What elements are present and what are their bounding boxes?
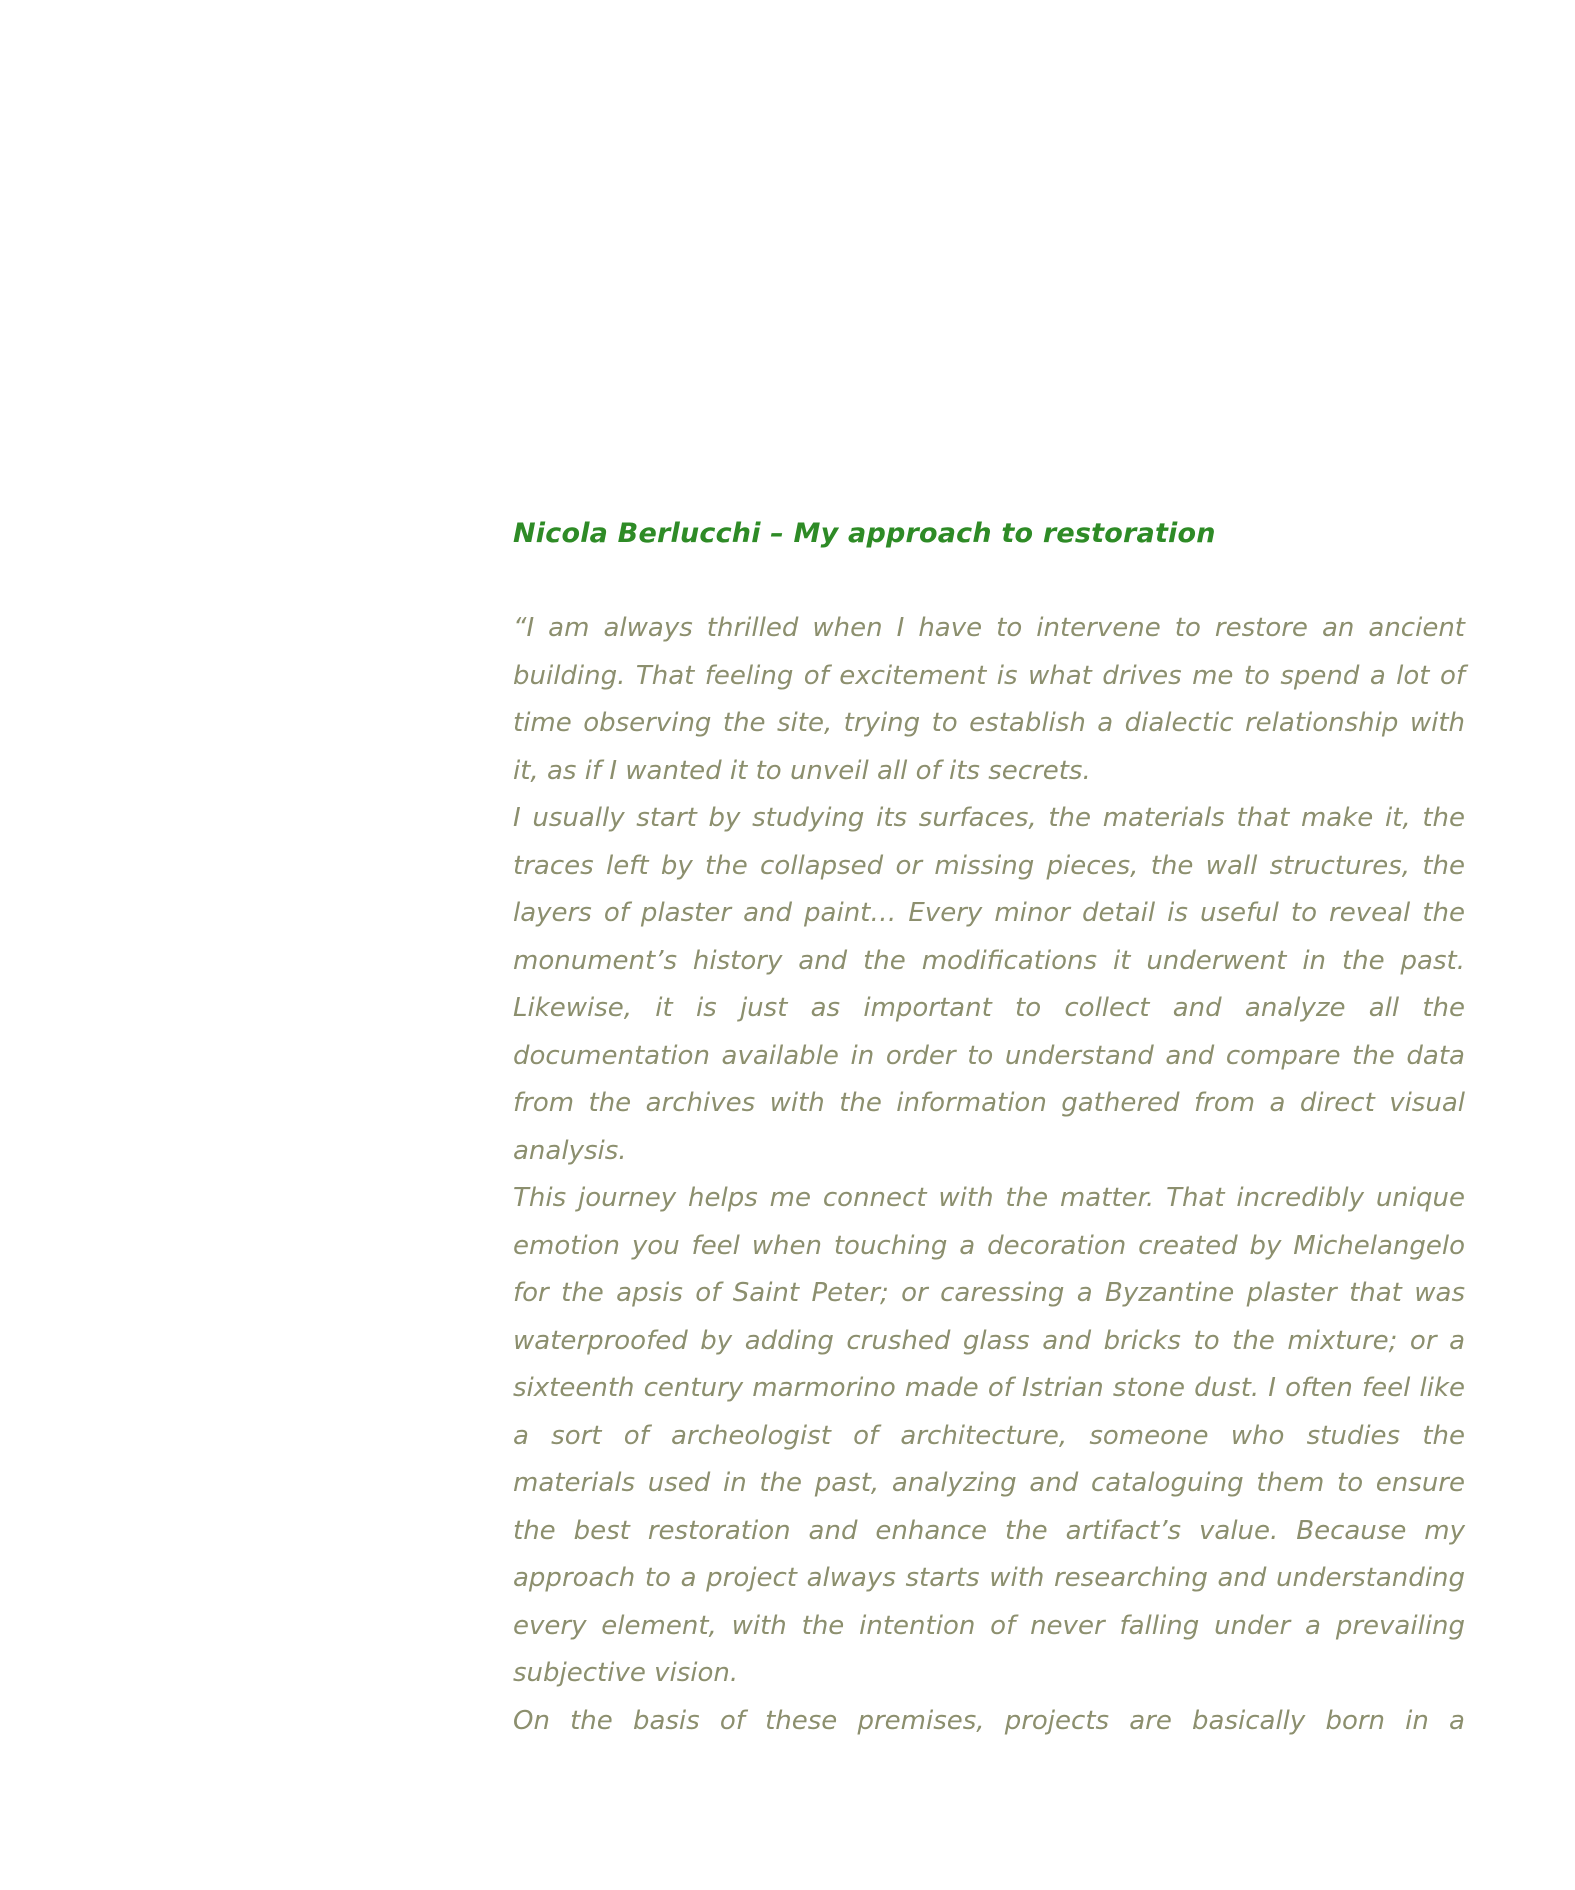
article xyxy=(513,510,1465,1745)
article-body xyxy=(513,605,1465,1745)
paragraph-2: I usually start by studying its surfaces, the materials that make it, the traces left by the collapsed or missing pieces, the wall structures, the layers of plaster and paint… Every minor detail is useful to reveal the monument’s history and the modifications it underwent in the past. Likewise, it is just as important to collect and analyze all the documentation available in order to understand and compare the data from the archives with the information gathered from a direct visual analysis. xyxy=(513,803,1465,1166)
paragraph-1: “I am always thrilled when I have to intervene to restore an ancient building. That feeling of excitement is what drives me to spend a lot of time observing the site, trying to establish a dialectic relationship with it, as if I wanted it to unveil all of its secrets. xyxy=(513,613,1465,786)
paragraph-4: On the basis of these premises, projects are basically born in a xyxy=(513,1705,1465,1736)
paragraph-3: This journey helps me connect with the matter. That incredibly unique emotion you feel when touching a decoration created by Michelangelo for the apsis of Saint Peter; or caressing a Byzantine plaster that was waterproofed by adding crushed glass and bricks to the mixture; or a sixteenth century marmorino made of Istrian stone dust. I often feel like a sort of archeologist of architecture, someone who studies the materials used in the past, analyzing and cataloguing them to ensure the best restoration and enhance the artifact’s value. Because my approach to a project always starts with researching and understanding every element, with the intention of never falling under a prevailing subjective vision. xyxy=(513,1183,1465,1688)
article-title: Nicola Berlucchi – My approach to restoration xyxy=(513,518,1216,549)
